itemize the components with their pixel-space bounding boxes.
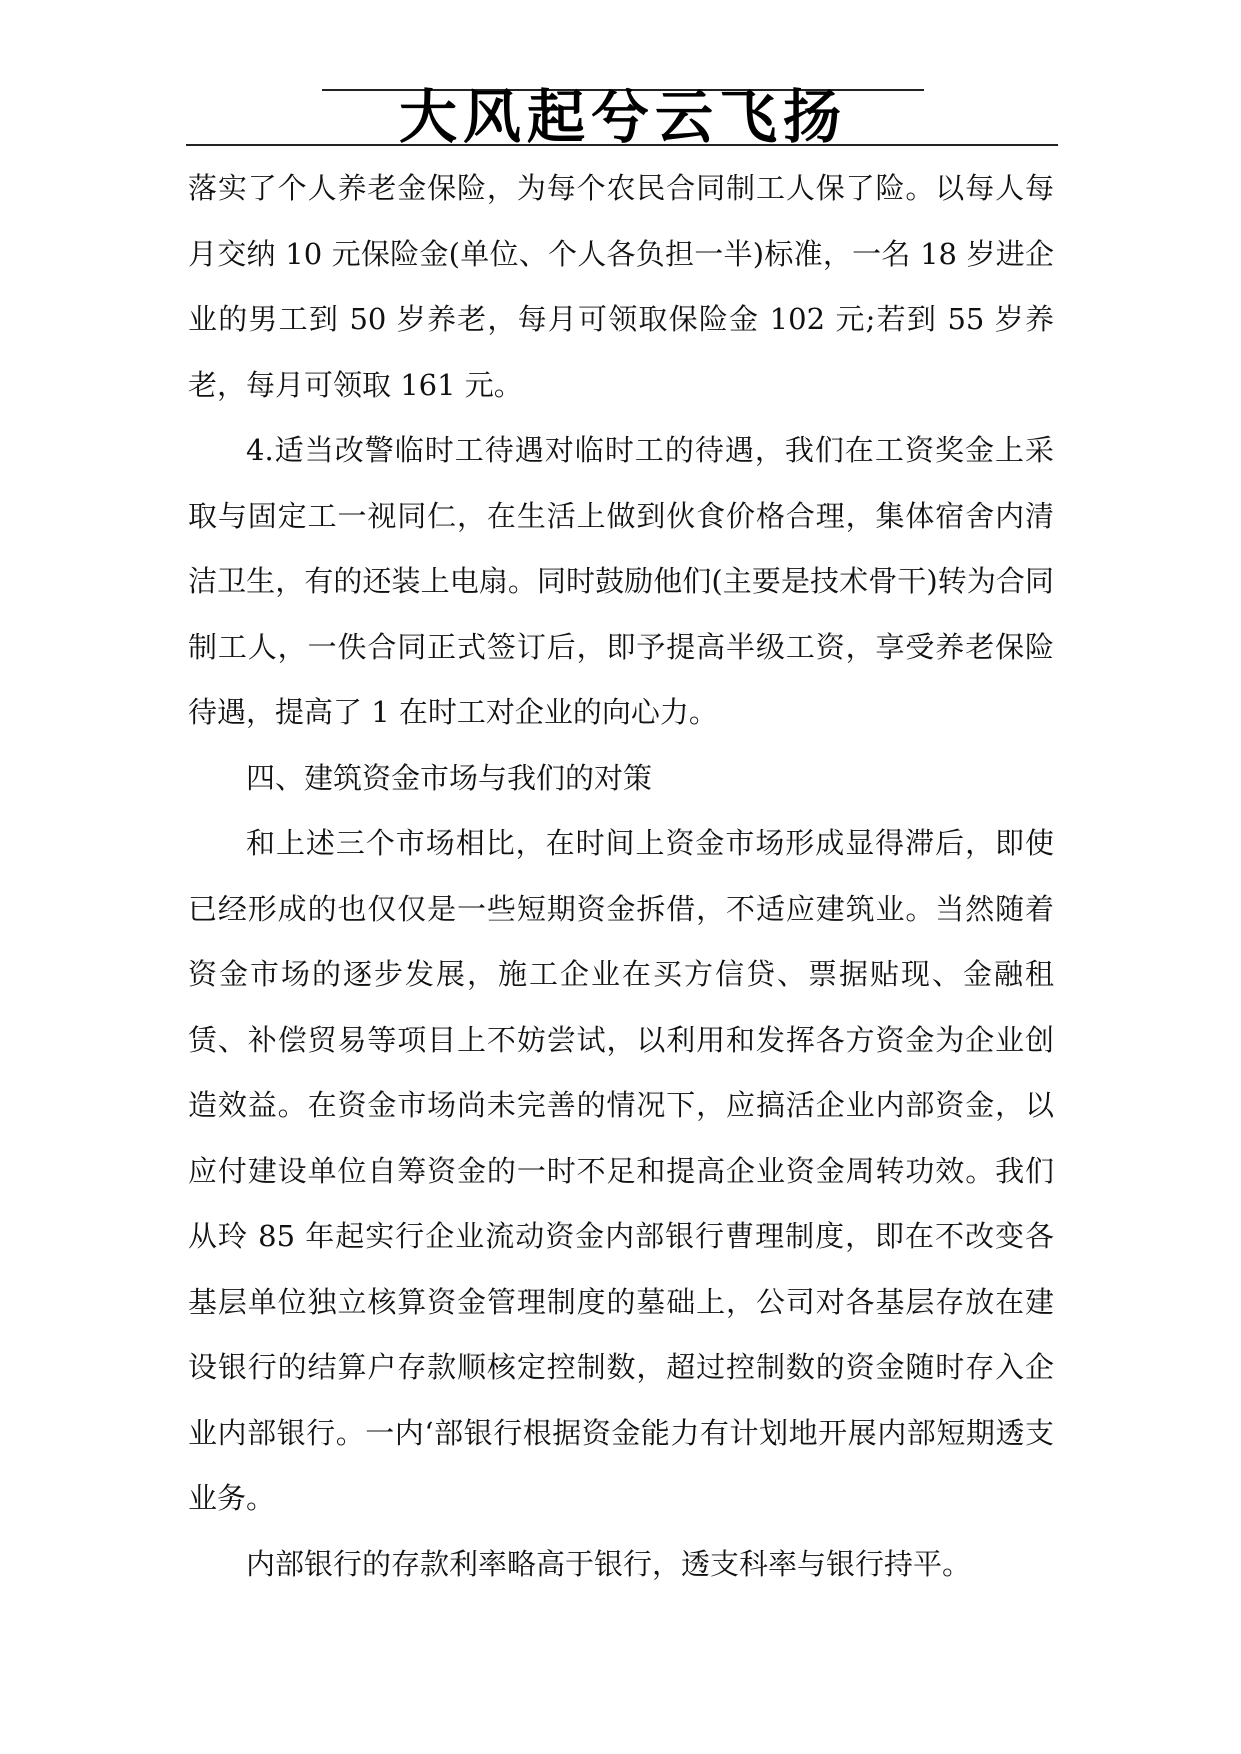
paragraph-temporary-workers: 4.适当改警临时工待遇对临时工的待遇，我们在工资奖金上采取与固定工一视同仁，在生活上做到伙食价格合理，集体宿舍内清洁卫生，有的还装上电扇。同时鼓励他们(主要是技术骨干)转为合同制工人，一佚合同正式签订后，即予提高半级工资，享受养老保险待遇，提高了 1 在时工对企业的向心力。 xyxy=(188,433,1054,729)
header-rule-bottom xyxy=(186,144,1058,146)
paragraph-internal-bank-rates: 内部银行的存款利率略高于银行，透支科率与银行持平。 xyxy=(246,1546,972,1581)
document-body xyxy=(188,156,1054,1597)
header-title: 大风起兮云飞扬 xyxy=(398,83,847,151)
paragraph-pension-insurance: 落实了个人养老金保险，为每个农民合同制工人保了险。以每人每月交纳 10 元保险金(单位、个人各负担一半)标准，一名 18 岁进企业的男工到 50 岁养老，每月可领取保险金 102 元;若到 55 岁养老，每月可领取 161 元。 xyxy=(188,171,1054,402)
paragraph-capital-market: 和上述三个市场相比，在时间上资金市场形成显得滞后，即使已经形成的也仅仅是一些短期资金拆借，不适应建筑业。当然随着资金市场的逐步发展，施工企业在买方信贷、票据贴现、金融租赁、补偿贸易等项目上不妨尝试，以利用和发挥各方资金为企业创造效益。在资金市场尚未完善的情况下，应搞活企业内部资金，以应付建设单位自筹资金的一时不足和提高企业资金周转功效。我们从玲 85 年起实行企业流动资金内部银行曹理制度，即在不改变各基层单位独立核算资金管理制度的墓础上，公司对各基层存放在建设银行的结算户存款顺核定控制数，超过控制数的资金随时存入企业内部银行。一内‘部银行根据资金能力有计划地开展内部短期透支业务。 xyxy=(188,826,1054,1515)
section-heading-capital-market: 四、建筑资金市场与我们的对策 xyxy=(246,760,653,795)
